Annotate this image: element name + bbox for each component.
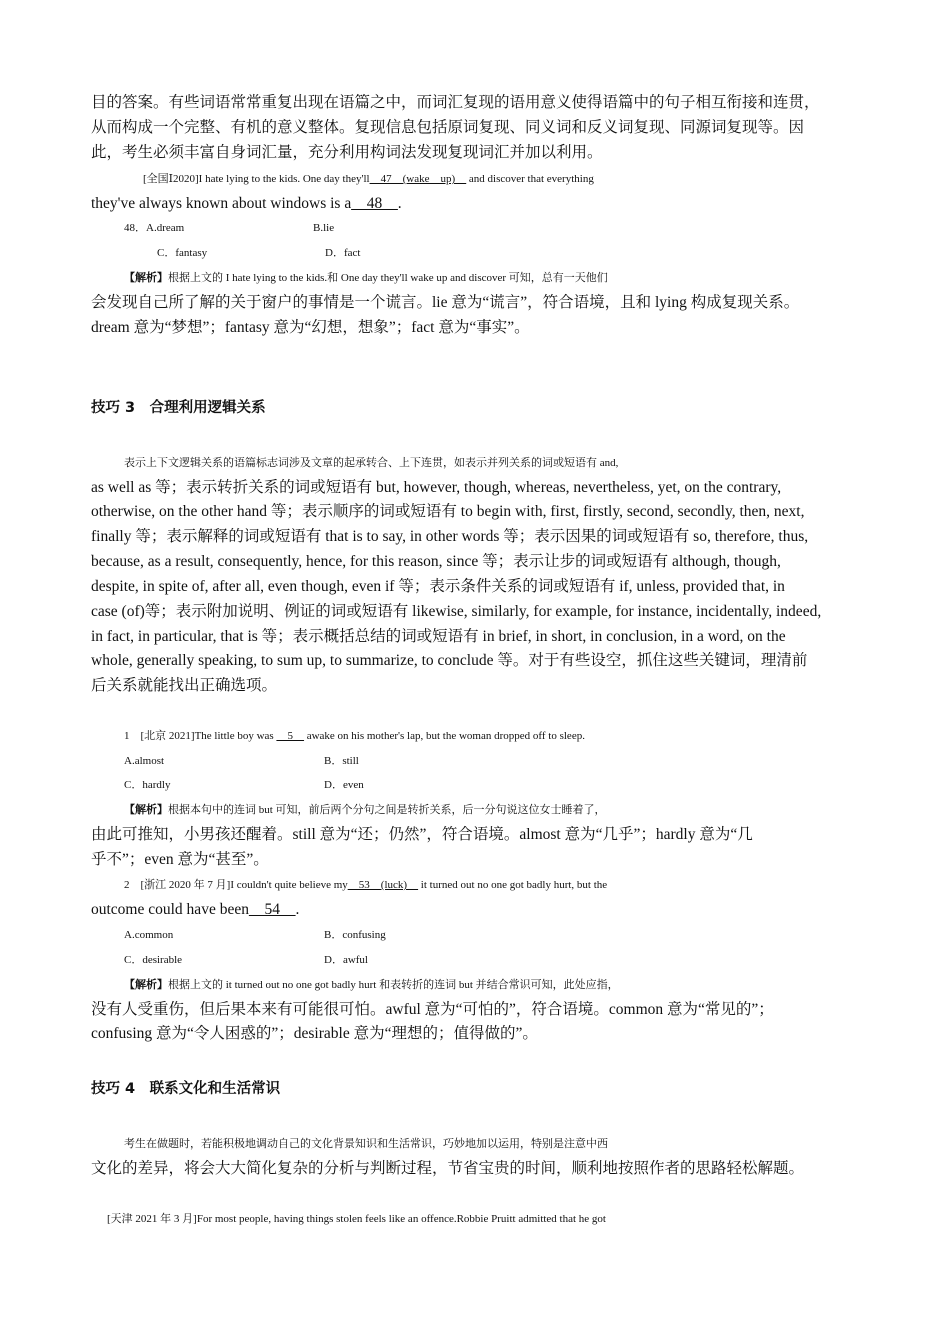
tip3-para-line-2: as well as 等；表示转折关系的词或短语有 but, however, though, whereas, nevertheless, yet, on the contrary, [91, 479, 782, 496]
blank-47: __47__(wake__up)__ [369, 173, 467, 185]
example2-explanation-line-1 [124, 973, 904, 997]
tip4-question-line-1: [天津 2021 年 3 月]For most people, having things stolen feels like an offence.Robbie Pruitt admitted that he got [107, 1213, 606, 1225]
intro-line-1: 目的答案。有些词语常常重复出现在语篇之中，而词汇复现的语用意义使得语篇中的句子相互衔接和连贯， [91, 94, 820, 111]
example2-question-line-1 [124, 873, 904, 897]
explanation-line-3: dream 意为“梦想”；fantasy 意为“幻想，想象”；fact 意为“事实”。 [91, 319, 530, 336]
option-d: D．even [324, 779, 364, 791]
explanation-text: 根据上文的 I hate lying to the kids.和 One day they'll wake up and discover 可知，总有一天他们 [168, 272, 608, 284]
example1-options-row-2 [124, 773, 904, 797]
option-a: A.dream [146, 222, 185, 234]
explanation-tag: 【解析】 [124, 272, 168, 284]
example1-explanation-line-1 [124, 798, 904, 822]
question-text: outcome could have been [91, 901, 249, 918]
explanation-tag: 【解析】 [124, 979, 168, 991]
question-text: [全国Ⅰ2020]I hate lying to the kids. One day they'll [143, 173, 370, 185]
explanation-tag: 【解析】 [124, 804, 168, 816]
question-text: awake on his mother's lap, but the woman dropped off to sleep. [303, 730, 585, 742]
option-b: B.lie [313, 222, 335, 234]
explanation-text: 根据上文的 it turned out no one got badly hurt 和表转折的连词 but 并结合常识可知，此处应指， [168, 979, 619, 991]
option-a: A.almost [124, 755, 165, 767]
tip3-para-line-6: despite, in spite of, after all, even though, even if 等；表示条件关系的词或短语有 if, unless, provided that, in [91, 578, 785, 595]
blank-53: __53__(luck)__ [347, 879, 419, 891]
question-text: they've always known about windows is a [91, 195, 352, 212]
example1-explanation-line-2: 由此可推知，小男孩还醒着。still 意为“还；仍然”，符合语境。almost 意为“几乎”；hardly 意为“几 [91, 826, 753, 843]
example1-explanation-line-3: 乎不”；even 意为“甚至”。 [91, 851, 269, 868]
options-row-2 [157, 241, 937, 265]
blank-5: __5__ [276, 730, 304, 742]
option-b: B．confusing [324, 929, 386, 941]
explanation-line-1 [124, 266, 904, 290]
option-c: C．fantasy [157, 247, 208, 259]
option-d: D．awful [324, 954, 368, 966]
tip3-para-line-3: otherwise, on the other hand 等；表示顺序的词或短语有 to begin with, first, firstly, second, secondly, then, next, [91, 503, 805, 520]
example1-options-row-1 [124, 749, 904, 773]
blank-54: __54__ [248, 901, 296, 918]
tip3-para-line-7: case (of)等；表示附加说明、例证的词或短语有 likewise, similarly, for example, for instance, incidentally, indeed, [91, 603, 822, 620]
tip4-para-line-2: 文化的差异，将会大大简化复杂的分析与判断过程，节省宝贵的时间，顺利地按照作者的思路轻松解题。 [91, 1160, 805, 1177]
option-a: A.common [124, 929, 174, 941]
option-b: B．still [324, 755, 359, 767]
question-text: 1 [北京 2021]The little boy was [124, 730, 277, 742]
example2-explanation-line-3: confusing 意为“令人困惑的”；desirable 意为“理想的；值得做的”。 [91, 1025, 538, 1042]
tip3-para-line-5: because, as a result, consequently, hence, for this reason, since 等；表示让步的词或短语有 although, though, [91, 553, 781, 570]
question-number: 48． [124, 222, 146, 234]
tip3-para-line-9: whole, generally speaking, to sum up, to summarize, to conclude 等。对于有些设空，抓住这些关键词，理清前 [91, 652, 808, 669]
question-text: it turned out no one got badly hurt, but the [418, 879, 608, 891]
option-c: C．desirable [124, 954, 183, 966]
question-text: 2 [浙江 2020 年 7 月]I couldn't quite believe my [124, 879, 348, 891]
option-d: D．fact [325, 247, 361, 259]
example1-question [124, 724, 904, 748]
tip3-heading: 技巧 3 合理利用逻辑关系 [91, 400, 266, 416]
question-line-1 [143, 167, 923, 191]
example2-options-row-1 [124, 923, 904, 947]
options-row-1 [124, 216, 904, 240]
tip3-para-line-8: in fact, in particular, that is 等；表示概括总结的词或短语有 in brief, in short, in conclusion, in a word, on the [91, 628, 786, 645]
explanation-line-2: 会发现自己所了解的关于窗户的事情是一个谎言。lie 意为“谎言”，符合语境，且和 lying 构成复现关系。 [91, 294, 800, 311]
tip3-para-line-1: 表示上下文逻辑关系的语篇标志词涉及文章的起承转合、上下连贯，如表示并列关系的词或短语有 and, [124, 457, 619, 469]
tip3-para-line-10: 后关系就能找出正确选项。 [91, 677, 278, 694]
example2-options-row-2 [124, 948, 904, 972]
tip4-heading: 技巧 4 联系文化和生活常识 [91, 1081, 281, 1097]
example2-question-line-2 [91, 898, 871, 922]
question-line-2 [91, 192, 871, 216]
question-text: . [397, 195, 402, 212]
option-c: C．hardly [124, 779, 171, 791]
question-text: and discover that everything [466, 173, 594, 185]
intro-line-3: 此，考生必须丰富自身词汇量，充分利用构词法发现复现词汇并加以利用。 [91, 144, 603, 161]
explanation-text: 根据本句中的连词 but 可知，前后两个分句之间是转折关系，后一分句说这位女士睡着了， [168, 804, 606, 816]
tip3-para-line-4: finally 等；表示解释的词或短语有 that is to say, in other words 等；表示因果的词或短语有 so, therefore, thus, [91, 528, 809, 545]
tip4-para-line-1: 考生在做题时，若能积极地调动自己的文化背景知识和生活常识，巧妙地加以运用，特别是注意中西 [124, 1138, 608, 1150]
question-text: . [295, 901, 300, 918]
intro-line-2: 从而构成一个完整、有机的意义整体。复现信息包括原词复现、同义词和反义词复现、同源词复现等。因 [91, 119, 805, 136]
example2-explanation-line-2: 没有人受重伤，但后果本来有可能很可怕。awful 意为“可怕的”，符合语境。common 意为“常见的”； [91, 1001, 774, 1018]
blank-48: __48__ [351, 195, 398, 212]
